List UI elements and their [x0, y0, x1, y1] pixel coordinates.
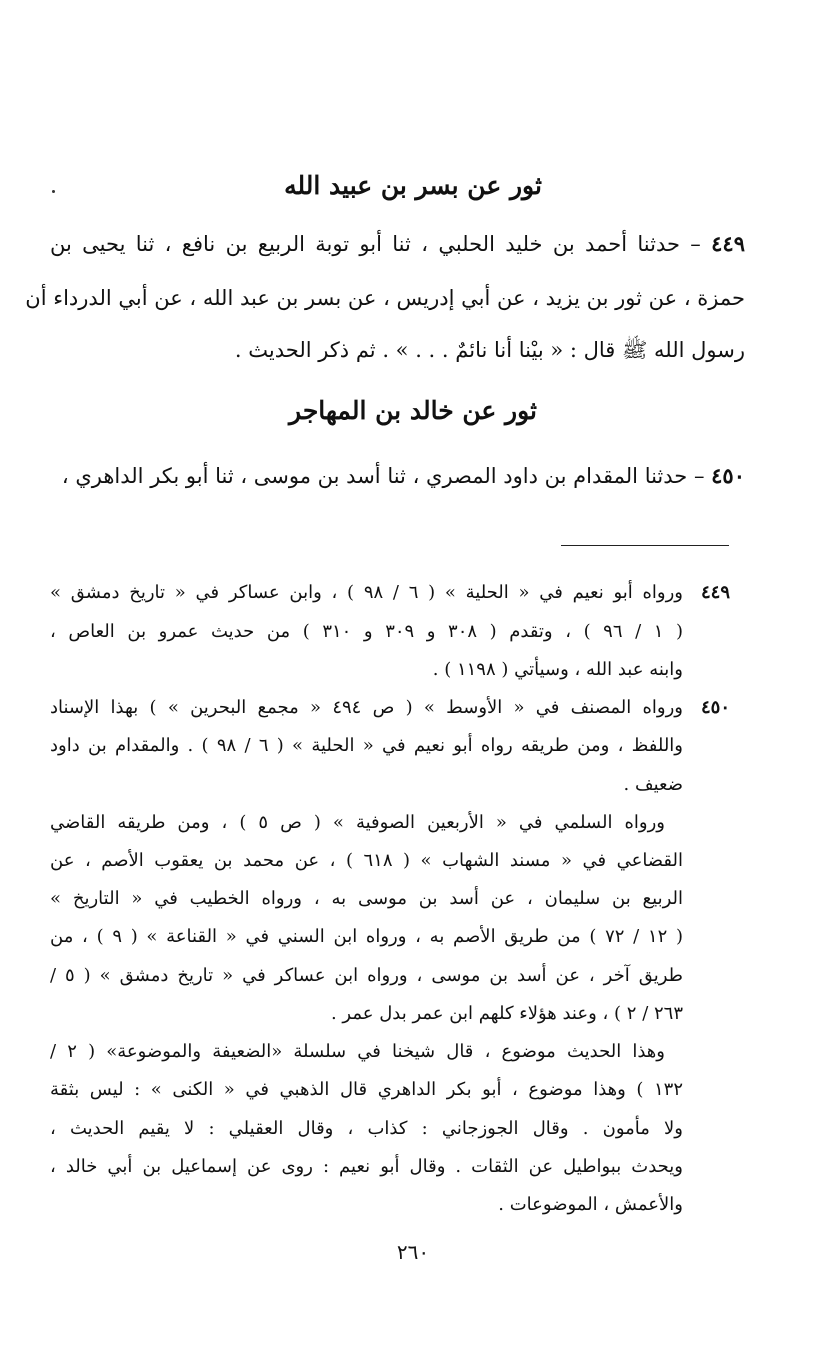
- footnote-line: ولا مأمون . وقال الجوزجاني : كذاب ، وقال العقيلي : لا يقيم الحديث ،: [50, 1118, 683, 1139]
- footnote-line: ٢٦٣ / ٢ ) ، وعند هؤلاء كلهم ابن عمر بدل عمر .: [330, 1003, 683, 1024]
- footnote-number: ٤٤٩: [700, 582, 730, 603]
- footnote-line: ورواه السلمي في « الأربعين الصوفية » ( ص ٥ ) ، ومن طريقه القاضي: [50, 812, 665, 833]
- footnote-line: ورواه المصنف في « الأوسط » ( ص ٤٩٤ « مجمع البحرين » ) بهذا الإسناد: [50, 697, 683, 718]
- footnote-line: وهذا الحديث موضوع ، قال شيخنا في سلسلة «الضعيفة والموضوعة» ( ٢ /: [50, 1041, 665, 1062]
- hadith-449-line-2: حمزة ، عن ثور بن يزيد ، عن أبي إدريس ، عن بسر بن عبد الله ، عن أبي الدرداء أن: [25, 286, 745, 310]
- hadith-text: – حدثنا المقدام بن داود المصري ، ثنا أسد بن موسى ، ثنا أبو بكر الداهري ،: [61, 464, 705, 488]
- footnote-line: ضعيف .: [623, 774, 683, 795]
- footnote-line: طريق آخر ، عن أسد بن موسى ، ورواه ابن عساكر في « تاريخ دمشق » ( ٥ /: [50, 965, 683, 986]
- footnote-line: القضاعي في « مسند الشهاب » ( ٦١٨ ) ، عن محمد بن يعقوب الأصم ، عن: [50, 850, 684, 871]
- hadith-text: – حدثنا أحمد بن خليد الحلبي ، ثنا أبو توبة الربيع بن نافع ، ثنا يحيى بن: [50, 232, 701, 256]
- footnote-line: ( ١٢ / ٧٢ ) من طريق الأصم به ، ورواه ابن السني في « القناعة » ( ٩ ) ، من: [50, 926, 683, 947]
- hadith-number: ٤٥٠: [711, 463, 745, 488]
- hadith-449-line-3: رسول الله ﷺ قال : « بيْنا أنا نائمٌ . . . » . ثم ذكر الحديث .: [234, 338, 745, 362]
- footnote-separator: [561, 545, 729, 546]
- footnote-line: ١٣٢ ) وهذا موضوع ، أبو بكر الداهري قال الذهبي في « الكنى » : ليس بثقة: [50, 1079, 683, 1100]
- section-heading-1: ثور عن بسر بن عبيد الله: [284, 171, 542, 200]
- footnote-line: والأعمش ، الموضوعات .: [498, 1194, 683, 1215]
- footnote-line: ( ١ / ٩٦ ) ، وتقدم ( ٣٠٨ و ٣٠٩ و ٣١٠ ) من حديث عمرو بن العاص ،: [50, 621, 683, 642]
- footnote-line: وابنه عبد الله ، وسيأتي ( ١١٩٨ ) .: [432, 659, 683, 680]
- page-number: ٢٦٠: [396, 1240, 430, 1264]
- hadith-450-line-1: [50, 461, 745, 491]
- footnote-line: واللفظ ، ومن طريقه رواه أبو نعيم في « الحلية » ( ٦ / ٩٨ ) . والمقدام بن داود: [50, 735, 684, 756]
- footnote-line: ويحدث ببواطيل عن الثقات . وقال أبو نعيم : روى عن إسماعيل بن أبي خالد ،: [50, 1156, 683, 1177]
- hadith-449-line-1: [50, 229, 745, 259]
- footnote-line: الربيع بن سليمان ، عن أسد بن موسى به ، ورواه الخطيب في « التاريخ »: [50, 888, 683, 909]
- hadith-number: ٤٤٩: [711, 231, 745, 256]
- footnote-number: ٤٥٠: [700, 697, 730, 718]
- footnote-line: ورواه أبو نعيم في « الحلية » ( ٦ / ٩٨ ) ، وابن عساكر في « تاريخ دمشق »: [50, 582, 683, 603]
- section-heading-2: ثور عن خالد بن المهاجر: [289, 396, 537, 425]
